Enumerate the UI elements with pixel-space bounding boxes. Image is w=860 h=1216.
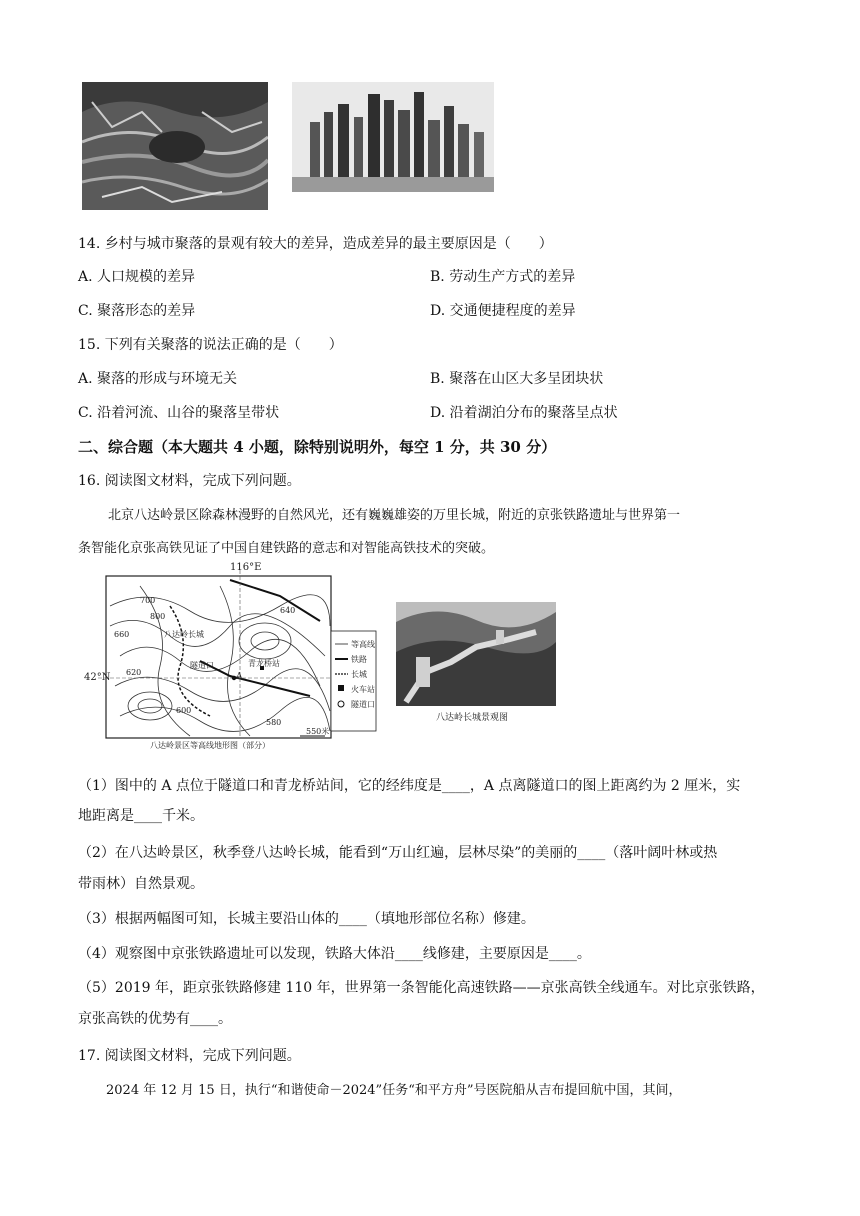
q15-option-c: C. 沿着河流、山谷的聚落呈带状	[78, 405, 280, 421]
map-latitude-label: 42°N	[84, 672, 111, 683]
q14-option-b: B. 劳动生产方式的差异	[430, 269, 576, 285]
legend-great-wall: 长城	[351, 670, 367, 679]
q16-material-line-1: 北京八达岭景区除森林漫野的自然风光，还有巍巍雄姿的万里长城，附近的京张铁路遗址与世界第一	[108, 508, 681, 523]
q16-sub5-line-1: （5）2019 年，距京张铁路修建 110 年，世界第一条智能化高速铁路——京张高铁全线通车。对比京张铁路，	[78, 980, 765, 996]
map-contour-label-800: 800	[150, 612, 166, 621]
q15-option-a: A. 聚落的形成与环境无关	[78, 371, 238, 387]
q15-option-b: B. 聚落在山区大多呈团块状	[430, 371, 604, 387]
question-14-stem: 14. 乡村与城市聚落的景观有较大的差异，造成差异的最主要原因是（ ）	[78, 236, 553, 252]
map-contour-label-660: 660	[114, 630, 130, 639]
q15-option-d: D. 沿着湖泊分布的聚落呈点状	[430, 405, 618, 421]
q16-sub2-line-2: 带雨林）自然景观。	[78, 876, 204, 892]
map-contour-label-700: 700	[140, 596, 156, 605]
section-2-heading: 二、综合题（本大题共 4 小题，除特别说明外，每空 1 分，共 30 分）	[78, 438, 557, 456]
legend-contour: 等高线	[351, 640, 375, 649]
map-scale-label: 550米	[306, 727, 330, 736]
map-contour-label-620: 620	[126, 668, 142, 677]
q16-sub2-line-1: （2）在八达岭景区，秋季登八达岭长城，能看到“万山红遍，层林尽染”的美丽的____（落叶阔叶林或热	[78, 845, 718, 861]
q17-material-line-1: 2024 年 12 月 15 日，执行“和谐使命－2024”任务“和平方舟”号医院船从吉布提回航中国，其间，	[106, 1083, 682, 1098]
q16-sub3: （3）根据两幅图可知，长城主要沿山体的____（填地形部位名称）修建。	[78, 911, 535, 927]
map-point-a: A	[236, 672, 243, 682]
q16-sub4: （4）观察图中京张铁路遗址可以发现，铁路大体沿____线修建，主要原因是____。	[78, 946, 591, 962]
q14-option-a: A. 人口规模的差异	[78, 269, 196, 285]
legend-railway: 铁路	[351, 655, 367, 664]
legend-station: 火车站	[351, 685, 375, 694]
q16-sub1-line-2: 地距离是____千米。	[78, 808, 204, 824]
rural-settlement-photo	[82, 82, 268, 210]
map-label-qinglongqiao-station: 青龙桥站	[248, 659, 280, 668]
map-label-great-wall: 八达岭长城	[164, 630, 204, 639]
photo-caption: 八达岭长城景观图	[436, 713, 509, 723]
map-longitude-label: 116°E	[230, 562, 262, 573]
legend-tunnel: 隧道口	[351, 700, 375, 709]
map-contour-label-640: 640	[280, 606, 296, 615]
map-label-tunnel: 隧道口	[190, 661, 214, 670]
q16-sub1-line-1: （1）图中的 A 点位于隧道口和青龙桥站间，它的经纬度是____，A 点离隧道口的图上距离约为 2 厘米，实	[78, 778, 741, 794]
contour-map	[80, 562, 380, 752]
map-contour-label-600: 600	[176, 706, 192, 715]
map-caption: 八达岭景区等高线地形图（部分）	[150, 741, 270, 750]
great-wall-photo	[396, 602, 556, 706]
q14-option-d: D. 交通便捷程度的差异	[430, 303, 576, 319]
q16-sub5-line-2: 京张高铁的优势有____。	[78, 1011, 232, 1027]
map-contour-label-580: 580	[266, 718, 282, 727]
question-17-stem: 17. 阅读图文材料，完成下列问题。	[78, 1048, 301, 1064]
city-skyline-photo	[292, 82, 494, 192]
q16-material-line-2: 条智能化京张高铁见证了中国自建铁路的意志和对智能高铁技术的突破。	[78, 541, 495, 556]
q14-option-c: C. 聚落形态的差异	[78, 303, 196, 319]
question-16-stem: 16. 阅读图文材料，完成下列问题。	[78, 473, 301, 489]
question-15-stem: 15. 下列有关聚落的说法正确的是（ ）	[78, 337, 343, 353]
